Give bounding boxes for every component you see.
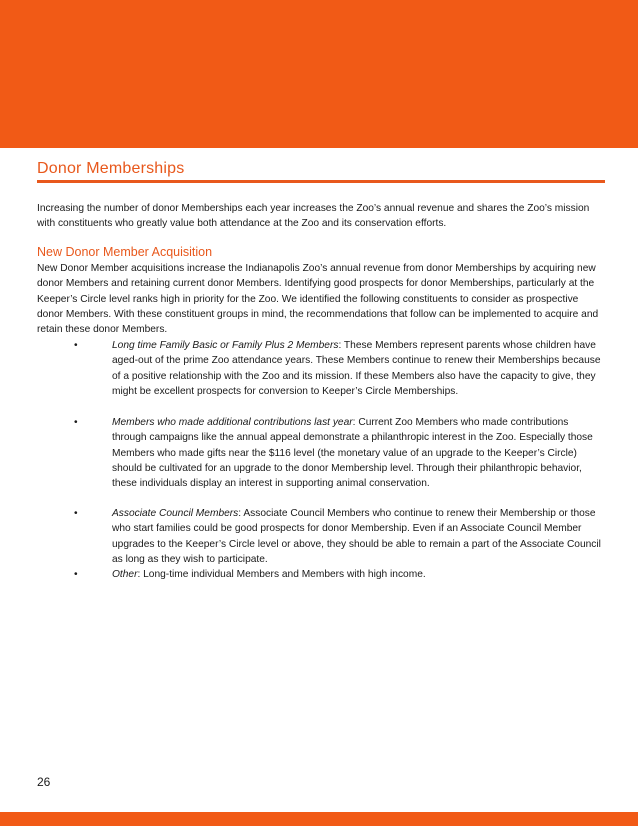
bullet-description: : Long-time individual Members and Members with high income. (137, 569, 426, 580)
subheading: New Donor Member Acquisition (37, 245, 213, 259)
bullet-description: : Associate Council Members who continue to renew their Membership or those who start families could be good prospects for donor Membership. Even if an Associate Council Member upgrades to the Keeper’s Circle level or above, they should be able to remain a part of the Associate Council as long as they wish to participate. (112, 508, 601, 565)
prospect-list (0, 338, 638, 582)
bullet-term: Long time Family Basic or Family Plus 2 Members (112, 340, 339, 351)
bullet-description: : Current Zoo Members who made contributions through campaigns like the annual appeal demonstrate a philanthropic interest in the Zoo. Especially those Members who made gifts near the $116 level (the monetary value of an upgrade to the Keeper’s Circle) should be cultivated for an upgrade to the donor Membership level. Through their philanthropic behavior, these individuals display an interest in supporting animal conservation. (112, 417, 593, 490)
bullet-term: Other (112, 569, 138, 580)
acquisition-paragraph: New Donor Member acquisitions increase the Indianapolis Zoo’s annual revenue from donor Memberships by acquiring new donor Members and retaining current donor Members. Identifying good prospects for donor Memberships, particularly at the Keeper’s Circle level ranks high in priority for the Zoo. We identified the following constituents to consider as prospective donor Members. With these constituent groups in mind, the recommendations that follow can be implemented to acquire and retain these donor Members. (37, 263, 599, 336)
bullet-text (112, 567, 604, 582)
bullet-text (112, 415, 604, 491)
list-item (0, 338, 638, 415)
list-item (0, 567, 638, 582)
section-title: Donor Memberships (37, 160, 185, 177)
page-number: 26 (37, 775, 51, 789)
footer-band (0, 812, 638, 826)
bullet-term: Associate Council Members (112, 508, 239, 519)
bullet-text (112, 506, 604, 567)
bullet-marker: • (74, 417, 78, 428)
title-rule (37, 180, 605, 183)
bullet-description: : These Members represent parents whose children have aged-out of the prime Zoo attendance years. These Members continue to renew their Memberships because of a positive relationship with the Zoo and its mission. If these Members also have the capacity to give, they might be excellent prospects for conversion to Keeper’s Circle Memberships. (112, 340, 601, 397)
bullet-term: Members who made additional contributions last year (112, 417, 353, 428)
bullet-marker: • (74, 569, 78, 580)
bullet-text (112, 338, 604, 399)
bullet-marker: • (74, 508, 78, 519)
list-item (0, 506, 638, 567)
header-band (0, 0, 638, 148)
intro-paragraph: Increasing the number of donor Memberships each year increases the Zoo’s annual revenue and shares the Zoo’s mission with constituents who greatly value both attendance at the Zoo and its conservation efforts. (37, 203, 590, 230)
bullet-marker: • (74, 340, 78, 351)
list-item (0, 415, 638, 506)
